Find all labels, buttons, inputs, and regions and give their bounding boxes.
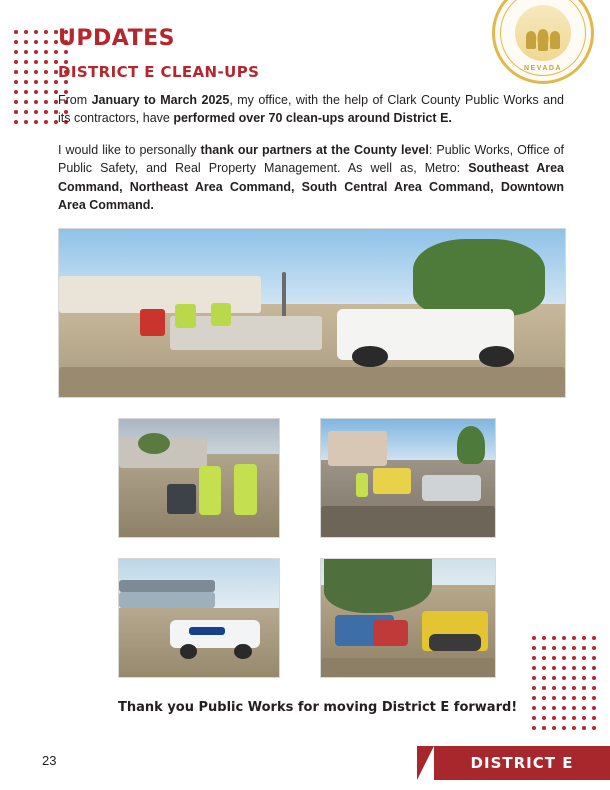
p2-bold2: Southeast Area Command, Northeast Area Command, South Central Area Command, Downtown Area Command. — [58, 161, 564, 212]
photo-overpass — [119, 580, 215, 592]
p1-part1: From — [58, 93, 92, 107]
seal-text-bottom: NEVADA — [523, 65, 563, 72]
photo-building — [59, 276, 261, 313]
section-subtitle: DISTRICT E CLEAN-UPS — [58, 63, 260, 81]
p1-part2: , my office, with the help of Clark County Public Works and its contractors, have — [58, 93, 564, 126]
photo-skid-steer-track — [429, 634, 481, 651]
photo-worker-vest-1 — [175, 304, 195, 328]
photo-crew-truck — [320, 418, 496, 538]
photo-skidsteer-encampment — [320, 558, 496, 678]
photo-row-one — [58, 418, 564, 538]
photo-palm-tree — [413, 239, 545, 316]
photo-crew-bins — [118, 418, 280, 538]
p1-bold2: performed over 70 clean-ups around District E. — [173, 111, 452, 126]
photo-vehicle-wheel-rear — [234, 644, 252, 659]
photo-cleanup-truck-trailer — [58, 228, 566, 398]
photo-dirt-foreground — [59, 367, 565, 397]
p2-part2: : Public Works, Office of Public Safety, and Real Property Management. As well as, Metro: — [58, 143, 565, 176]
page-title: UPDATES — [58, 26, 175, 51]
p2-part1: I would like to personally — [58, 143, 201, 158]
page-content — [58, 26, 564, 715]
page-number: 23 — [42, 753, 57, 768]
photo-worker-vest-2 — [211, 303, 231, 327]
p2-bold1: thank our partners at the County level — [200, 143, 429, 158]
photo-truck-wheel-rear — [479, 346, 514, 366]
photo-debris-foreground — [321, 506, 495, 537]
photo-tarp-red — [373, 620, 408, 646]
photo-overpass-support — [119, 592, 215, 609]
photo-worker-vest-2 — [234, 464, 256, 516]
photo-truck-wheel-front — [352, 346, 387, 366]
paragraph-clean-ups — [58, 91, 564, 127]
seal-text-top — [495, 0, 591, 1]
photo-trash-bin — [167, 484, 196, 515]
photo-worker-red — [140, 309, 165, 336]
photo-worker-vest — [356, 473, 368, 497]
photo-worker-vest-1 — [199, 466, 221, 516]
photo-dirt-foreground — [321, 658, 495, 677]
paragraph-thanks — [58, 141, 564, 214]
photo-police-suv — [118, 558, 280, 678]
photo-row-two — [58, 558, 564, 678]
photo-police-stripe — [189, 627, 224, 635]
closing-statement: Thank you Public Works for moving District E forward! — [118, 699, 518, 715]
p1-bold1: January to March 2025 — [91, 93, 230, 107]
photo-gray-truck — [422, 475, 481, 501]
photo-tree-canopy — [324, 559, 432, 613]
photo-palm-tree — [457, 426, 485, 464]
photo-apartment-building — [328, 431, 387, 466]
photo-pole — [282, 272, 286, 319]
footer-district-label: DISTRICT E — [434, 746, 610, 780]
photo-yellow-vehicle — [373, 468, 411, 494]
